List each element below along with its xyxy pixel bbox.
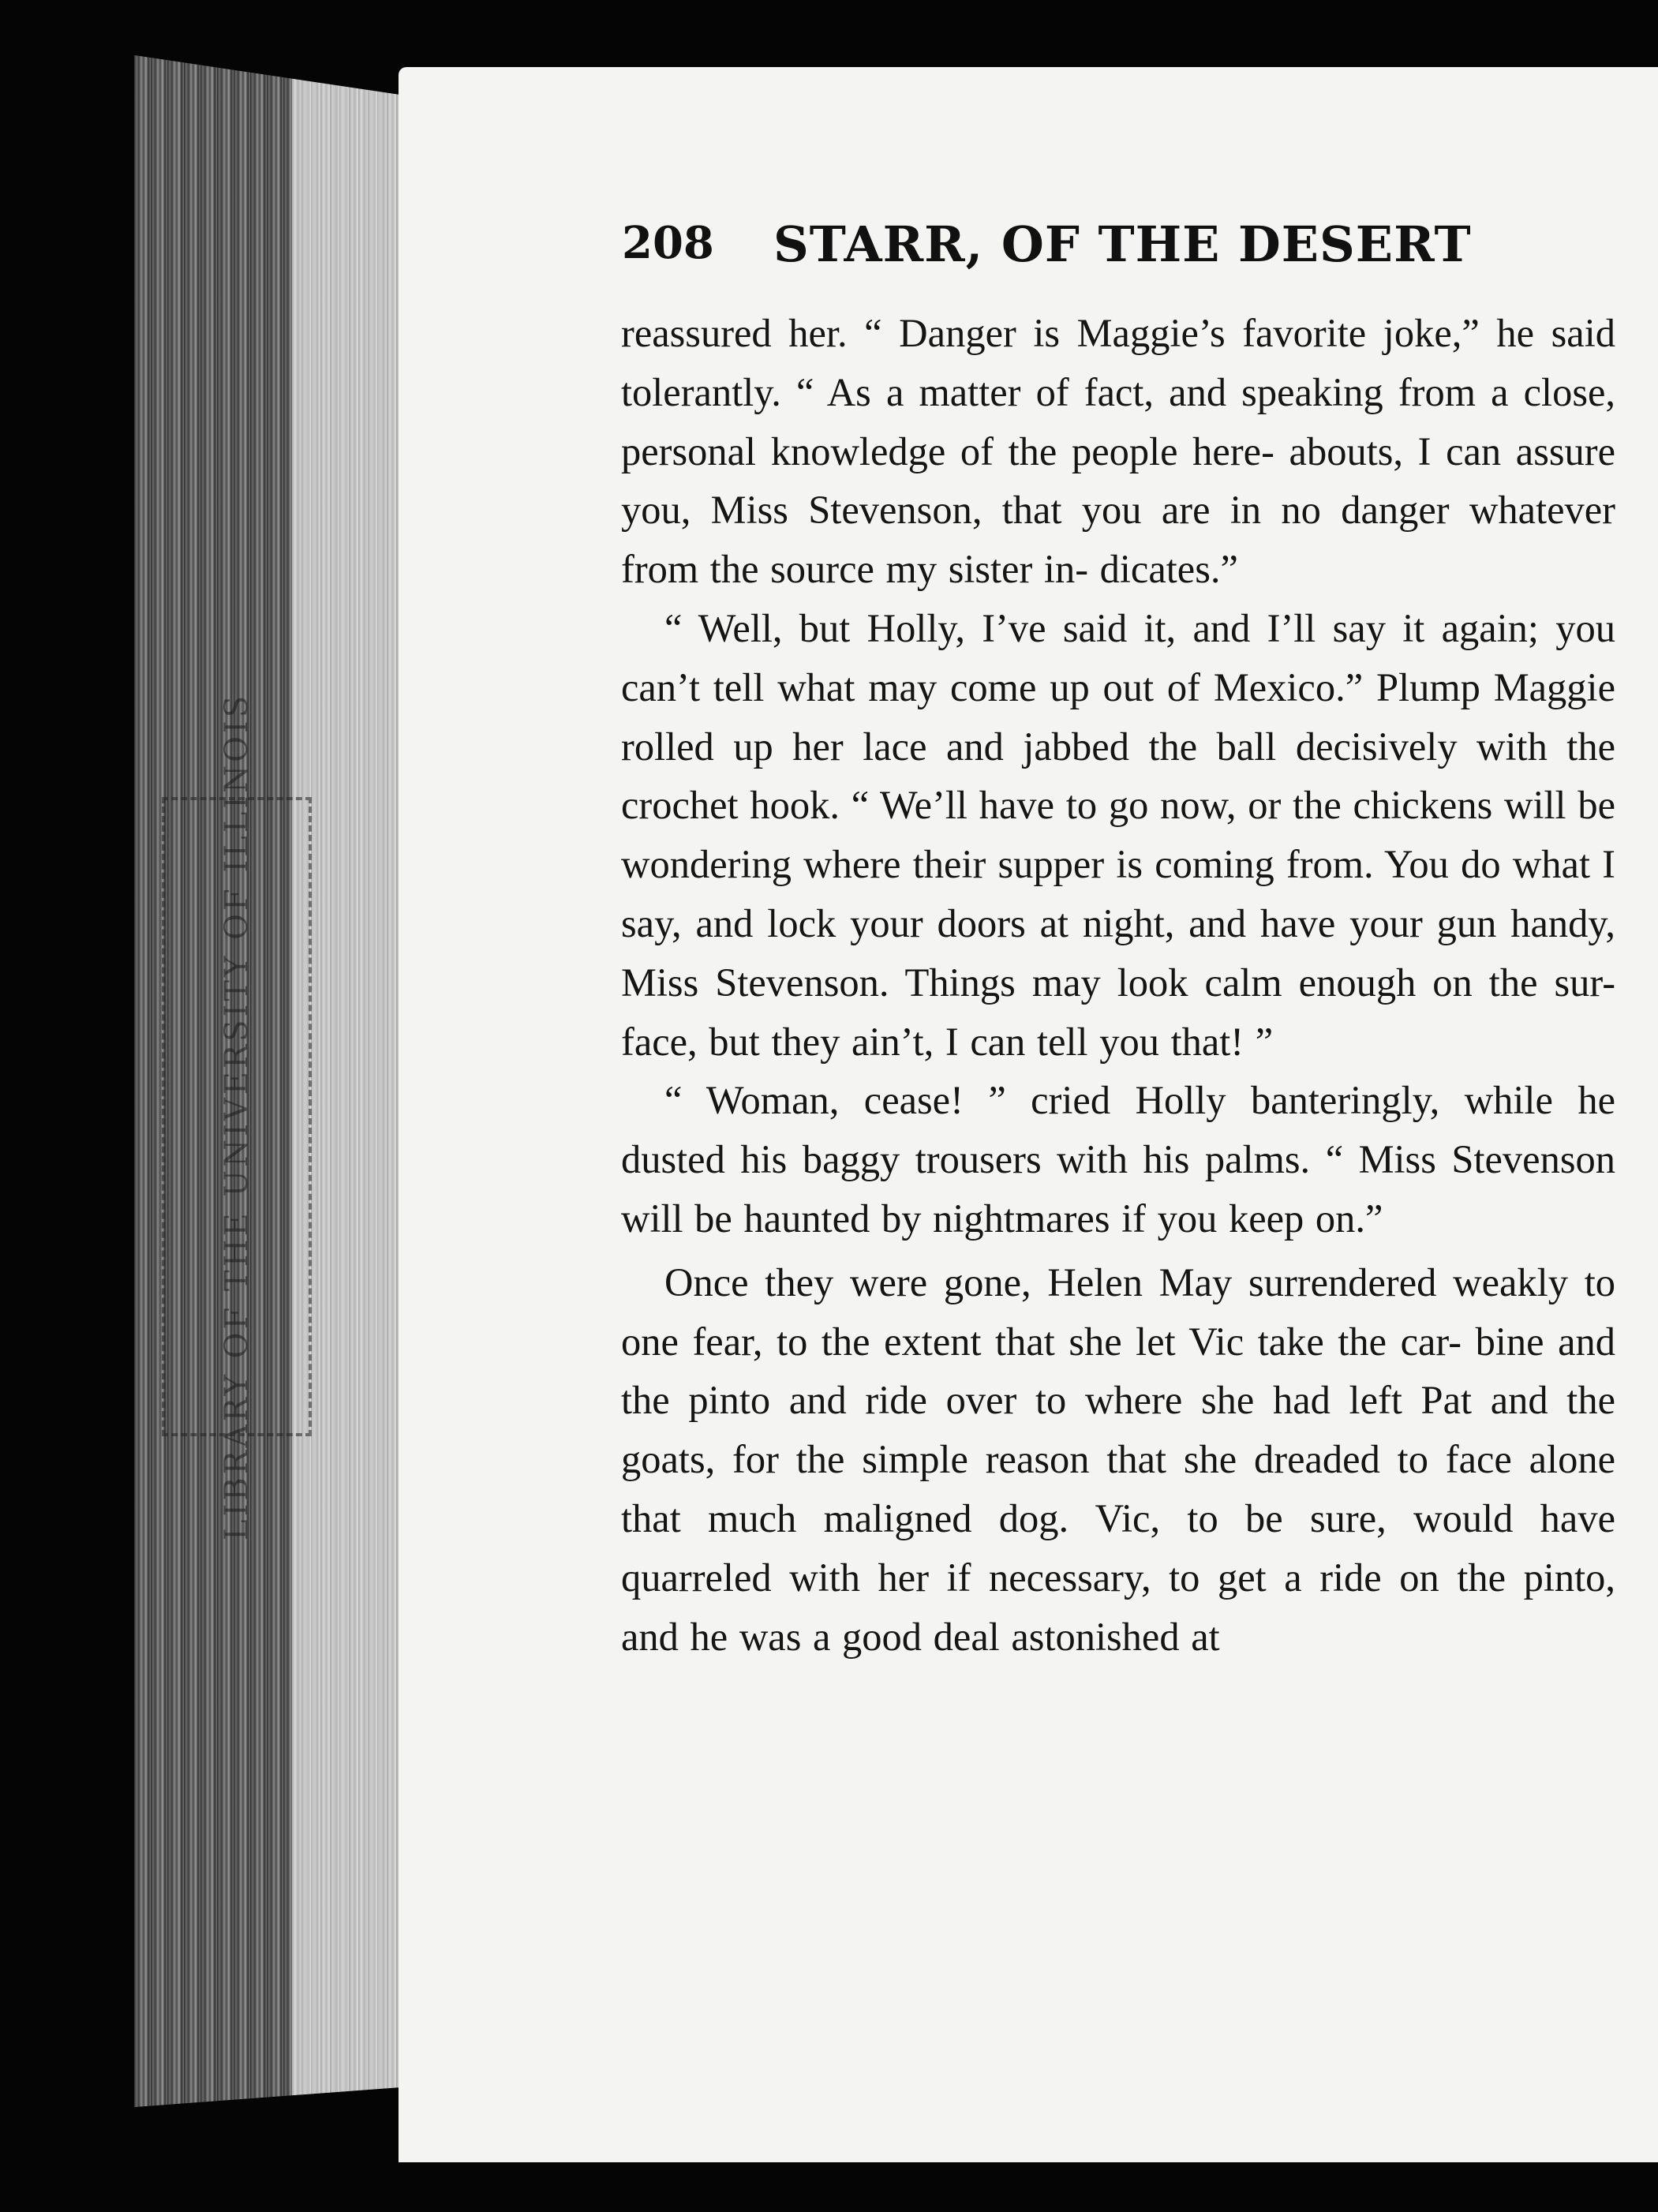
text-line: supper is coming from. You do what I say, and lock xyxy=(621,842,1616,945)
library-stamp xyxy=(162,692,312,1541)
text-line: bine and the pinto and ride over to where she had left xyxy=(621,1319,1616,1423)
text-line: reassured her. “ Danger is Maggie’s favorite joke,” he xyxy=(621,311,1535,355)
text-line: decisively with the crochet hook. “ We’ll have to go xyxy=(621,724,1615,828)
running-head xyxy=(622,217,1658,288)
text-line: dusted his baggy trousers with his palms. “ Miss xyxy=(621,1137,1436,1182)
text-line: face, but they ain’t, I can tell you that! ” xyxy=(621,1019,1274,1064)
text-line: to face alone that much maligned dog. Vic, to be sure, xyxy=(621,1437,1616,1540)
running-title: STARR, OF THE DESERT xyxy=(773,215,1472,273)
paragraph-2 xyxy=(621,599,1615,1071)
text-line: ride on the pinto, and he was a good deal astonished at xyxy=(621,1555,1615,1659)
text-line: you can’t tell what may come up out of Mexico.” xyxy=(621,605,1616,709)
text-line: Stevenson. Things may look calm enough on the sur- xyxy=(715,960,1616,1005)
text-line: your doors at night, and have your gun handy, Miss xyxy=(621,900,1615,1005)
text-line: dicates.” xyxy=(1099,547,1238,592)
printed-page xyxy=(399,67,1658,2162)
paragraph-3 xyxy=(621,1071,1615,1248)
page-number: 208 xyxy=(622,217,714,269)
paragraph-1 xyxy=(621,304,1615,599)
text-line: “ Well, but Holly, I’ve said it, and I’ll say it again; xyxy=(664,605,1539,650)
body-text xyxy=(621,304,1615,1666)
text-line: Pat and the goats, for the simple reason that she dreaded xyxy=(621,1378,1615,1482)
text-line: to one fear, to the extent that she let Vic take the car- xyxy=(621,1259,1615,1364)
text-line: Stevenson will be haunted by nightmares if you keep xyxy=(621,1137,1616,1241)
text-line: in no danger whatever from the source my sister in- xyxy=(621,488,1615,592)
paragraph-4 xyxy=(621,1253,1615,1667)
text-line: Plump Maggie rolled up her lace and jabbed the ball xyxy=(621,664,1615,769)
text-line: now, or the chickens will be wondering where their xyxy=(621,783,1615,887)
text-line: said tolerantly. “ As a matter of fact, and speaking xyxy=(621,311,1615,414)
text-line: would have quarreled with her if necessary, to get a xyxy=(621,1495,1615,1600)
text-line: “ Woman, cease! ” cried Holly banteringly, while he xyxy=(664,1078,1615,1123)
text-line: abouts, I can assure you, Miss Stevenson, that you are xyxy=(621,429,1616,533)
text-line: Once they were gone, Helen May surrendered weakly xyxy=(664,1259,1568,1304)
text-line: from a close, personal knowledge of the people here- xyxy=(621,369,1616,473)
stamp-text: LIBRARY OF THE UNIVERSITY OF ILLINOIS xyxy=(219,692,255,1541)
text-line: on.” xyxy=(1315,1196,1383,1241)
